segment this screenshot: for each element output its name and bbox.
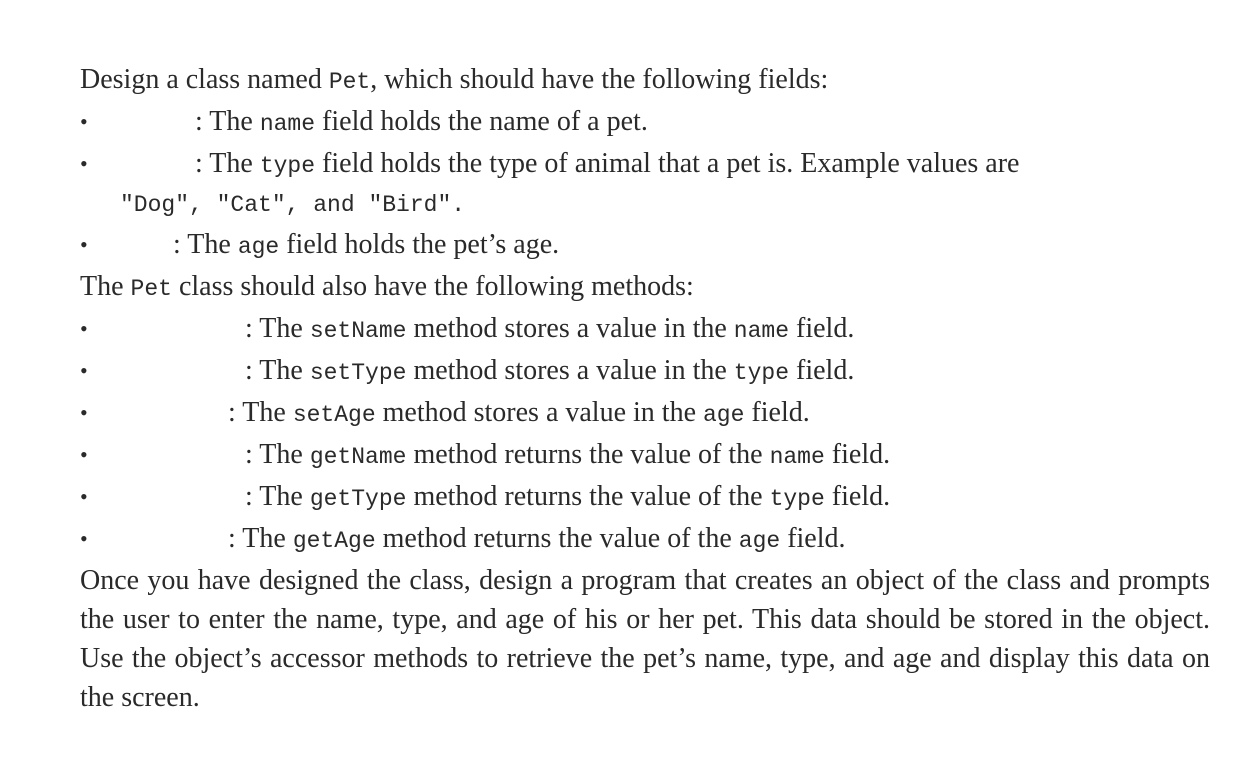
method-item-settype xyxy=(80,351,1210,393)
method-code: getType xyxy=(309,486,407,512)
method-field-code: name xyxy=(733,318,790,344)
field-code: name xyxy=(259,111,316,137)
method-item-text xyxy=(80,393,1210,435)
field-item-name xyxy=(80,102,1210,144)
field-colon: : The xyxy=(195,148,260,179)
field-description: field holds the pet’s age. xyxy=(279,229,560,260)
method-field-code: name xyxy=(769,444,825,470)
closing-paragraph: Once you have designed the class, design a program that creates an object of the class and prompts the user to enter the name, type, and age of his or her pet. This data should be stored in the object. Use the object’s accessor methods to retrieve the pet’s name, type, and age and display this data on the screen. xyxy=(80,565,1210,713)
method-code: setType xyxy=(309,360,407,386)
bullet-icon: • xyxy=(80,442,88,467)
method-item-text xyxy=(80,435,1210,477)
method-field-code: type xyxy=(733,360,790,386)
method-colon: : The xyxy=(245,481,310,512)
fields-list xyxy=(80,102,1210,267)
method-item-text xyxy=(80,477,1210,519)
method-end: field. xyxy=(824,439,891,470)
bullet-icon: • xyxy=(80,526,88,551)
bullet-icon: • xyxy=(80,316,88,341)
method-end: field. xyxy=(744,397,810,428)
method-description: method returns the value of the xyxy=(406,481,770,512)
method-code: setAge xyxy=(292,402,376,428)
method-item-setname xyxy=(80,309,1210,351)
method-end: field. xyxy=(780,523,846,554)
method-end: field. xyxy=(789,313,855,344)
methods-intro-suffix: class should also have the following methods: xyxy=(171,271,694,302)
field-item-text xyxy=(80,225,1210,267)
method-colon: : The xyxy=(228,523,293,554)
method-field-code: type xyxy=(769,486,825,512)
field-item-text xyxy=(80,144,1210,186)
method-colon: : The xyxy=(245,355,310,386)
method-item-setage xyxy=(80,393,1210,435)
intro-suffix: , which should have the following fields: xyxy=(370,64,829,95)
methods-intro-paragraph xyxy=(80,267,1210,309)
field-item-text xyxy=(80,102,1210,144)
field-example-values: "Dog", "Cat", and "Bird". xyxy=(120,192,466,218)
field-description: field holds the name of a pet. xyxy=(315,106,648,137)
bullet-icon: • xyxy=(80,232,88,257)
method-code: setName xyxy=(309,318,407,344)
method-colon: : The xyxy=(245,439,310,470)
field-item-age xyxy=(80,225,1210,267)
document-page xyxy=(80,60,1210,717)
methods-list xyxy=(80,309,1210,561)
method-field-code: age xyxy=(738,528,781,554)
field-item-type xyxy=(80,144,1210,225)
bullet-icon: • xyxy=(80,109,88,134)
methods-intro-prefix: The xyxy=(80,271,131,302)
field-colon: : The xyxy=(173,229,238,260)
method-code: getAge xyxy=(292,528,376,554)
method-end: field. xyxy=(824,481,891,512)
method-item-getname xyxy=(80,435,1210,477)
method-description: method returns the value of the xyxy=(406,439,770,470)
intro-paragraph xyxy=(80,60,1210,102)
method-code: getName xyxy=(309,444,407,470)
intro-prefix: Design a class named xyxy=(80,64,329,95)
method-colon: : The xyxy=(245,313,310,344)
method-colon: : The xyxy=(228,397,293,428)
intro-class-name: Pet xyxy=(328,69,371,95)
method-description: method stores a value in the xyxy=(406,355,734,386)
method-description: method stores a value in the xyxy=(406,313,734,344)
bullet-icon: • xyxy=(80,358,88,383)
method-item-text xyxy=(80,309,1210,351)
field-description: field holds the type of animal that a pet is. Example values are xyxy=(315,148,1020,179)
bullet-icon: • xyxy=(80,400,88,425)
method-item-gettype xyxy=(80,477,1210,519)
bullet-icon: • xyxy=(80,151,88,176)
field-colon: : The xyxy=(195,106,260,137)
method-item-text xyxy=(80,519,1210,561)
methods-intro-class-name: Pet xyxy=(130,276,172,302)
method-description: method stores a value in the xyxy=(375,397,703,428)
method-description: method returns the value of the xyxy=(375,523,739,554)
method-item-getage xyxy=(80,519,1210,561)
bullet-icon: • xyxy=(80,484,88,509)
method-field-code: age xyxy=(703,402,745,428)
field-code: type xyxy=(259,153,316,179)
field-code: age xyxy=(237,234,280,260)
method-item-text xyxy=(80,351,1210,393)
method-end: field. xyxy=(789,355,855,386)
